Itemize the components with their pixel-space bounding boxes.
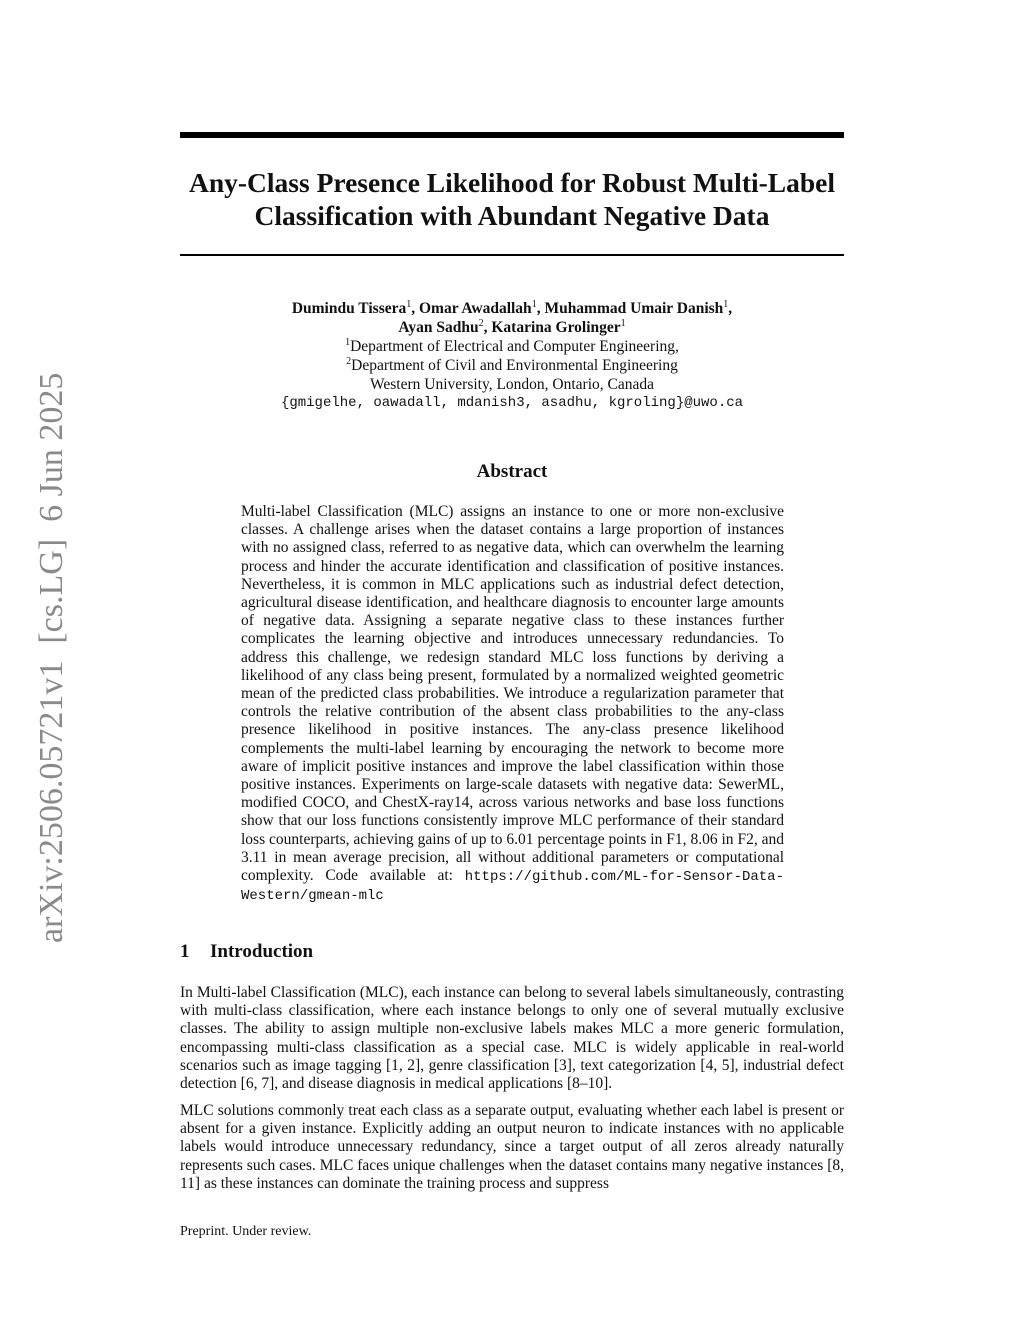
abstract-text xyxy=(241,503,784,905)
university-line: Western University, London, Ontario, Canada xyxy=(370,376,654,393)
affiliation-text: Department of Electrical and Computer Engineering, xyxy=(350,338,679,355)
affiliation-line xyxy=(170,337,854,356)
author-emails: {gmigelhe, oawadall, mdanish3, asadhu, kgroling}@uwo.ca xyxy=(280,395,744,411)
title-top-rule xyxy=(180,132,844,138)
intro-paragraph: In Multi-label Classification (MLC), each instance can belong to several labels simultaneously, contrasting with multi-class classification, where each instance belongs to only one of several mutually exclusive classes. The ability to assign multiple non-exclusive labels makes MLC a more generic formulation, encompassing multi-class classification as a special case. MLC is widely applicable in real-world scenarios such as image tagging [1, 2], genre classification [3], text categorization [4, 5], industrial defect detection [6, 7], and disease diagnosis in medical applications [8–10]. xyxy=(180,984,844,1093)
arxiv-identifier-stamp: arXiv:2506.05721v1 [cs.LG] 6 Jun 2025 xyxy=(33,372,70,943)
affiliation-mark: 1 xyxy=(620,318,626,329)
author-name: Muhammad Umair Danish xyxy=(544,300,724,317)
author-name: Omar Awadallah xyxy=(419,300,532,317)
affiliation-line xyxy=(170,356,854,375)
author-name: Ayan Sadhu xyxy=(398,319,479,336)
code-link[interactable]: https://github.com/ML-for-Sensor-Data-Western/gmean-mlc xyxy=(241,869,784,905)
section-heading xyxy=(180,940,313,964)
author-names: Dumindu Tissera$^1$, Omar Awadallah$^1$, Muhammad Umair Danish$^1$, Ayan Sadhu$^2$, Katarina Grolinger$^1$ xyxy=(291,299,733,336)
affiliation-mark: 1 xyxy=(723,299,729,310)
affiliation-mark: 1 xyxy=(406,299,412,310)
affiliation-mark: 2 xyxy=(478,318,484,329)
abstract-body: Multi-label Classification (MLC) assigns an instance to one or more non-exclusive classes. A challenge arises when the dataset contains a large proportion of instances with no assigned class, referred to as negative data, which can overwhelm the learning process and hinder the accurate identification and classification of positive instances. Nevertheless, it is common in MLC applications such as industrial defect detection, agricultural disease identification, and healthcare diagnosis to encounter large amounts of negative data. Assigning a separate negative class to these instances further complicates the learning objective and introduces unnecessary redundancies. To address this challenge, we redesign standard MLC loss functions by deriving a likelihood of any class being present, formulated by a normalized weighted geometric mean of the predicted class probabilities. We introduce a regularization parameter that controls the relative contribution of the absent class probabilities to the any-class presence likelihood in positive instances. The any-class presence likelihood complements the multi-label learning by encouraging the network to become more aware of implicit positive instances and improve the label classification within those positive instances. Experiments on large-scale datasets with negative data: SewerML, modified COCO, and ChestX-ray14, across various networks and base loss functions show that our loss functions consistently improve MLC performance of their standard loss counterparts, achieving gains of up to 6.01 percentage points in F1, 8.06 in F2, and 3.11 in mean average precision, all without additional parameters or computational complexity. Code available at: xyxy=(241,503,784,885)
affiliation-mark: 2 xyxy=(346,356,352,367)
author-name: Dumindu Tissera xyxy=(291,300,407,317)
affiliation-mark: 1 xyxy=(345,337,351,348)
abstract-heading: Abstract xyxy=(476,461,548,482)
paper-title: Any-Class Presence Likelihood for Robust Multi-Label Classification with Abundant Negative Data xyxy=(188,167,836,231)
preprint-footer: Preprint. Under review. xyxy=(180,1224,312,1239)
affiliation-mark: 1 xyxy=(531,299,537,310)
section-number: 1 xyxy=(180,941,190,962)
author-block xyxy=(170,299,854,413)
intro-paragraph: MLC solutions commonly treat each class as a separate output, evaluating whether each label is present or absent for a given instance. Explicitly adding an output neuron to indicate instances with no applicable labels would introduce unnecessary redundancy, since a target output of all zeros already naturally represents such cases. MLC faces unique challenges when the dataset contains many negative instances [8, 11] as these instances can dominate the training process and suppress xyxy=(180,1102,844,1192)
author-name: Katarina Grolinger xyxy=(491,319,621,336)
affiliation-text: Department of Civil and Environmental Engineering xyxy=(351,357,678,374)
title-bottom-rule xyxy=(180,254,844,256)
section-title: Introduction xyxy=(210,941,314,962)
